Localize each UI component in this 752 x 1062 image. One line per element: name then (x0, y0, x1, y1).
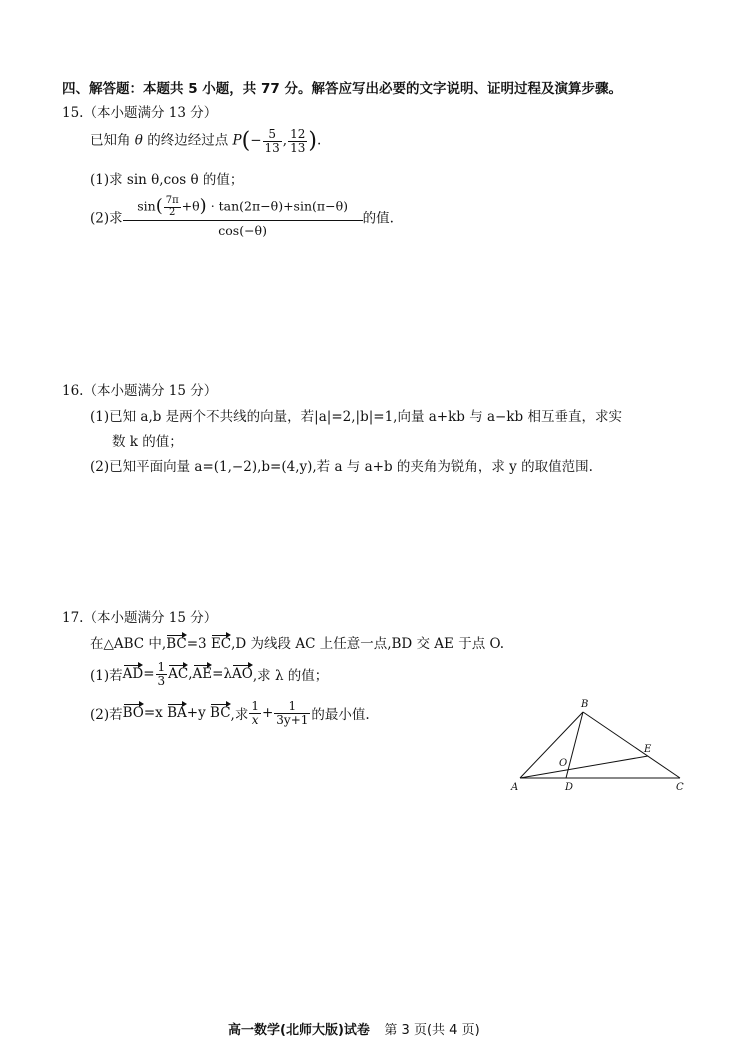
segment-bc (583, 712, 680, 778)
frac-one-third: $\frac{1}{3}$ (157, 660, 166, 688)
q15-point-y: $\frac{12}{13}$ (290, 127, 306, 155)
frac-one-over-x: $\frac{1}{x}$ (251, 699, 259, 727)
vec-ac: AC (168, 666, 189, 683)
label-d: D (565, 782, 574, 793)
vec-ao: AO (232, 666, 253, 683)
footer-page: 第 3 页(共 4 页) (384, 1023, 480, 1038)
vec-ba: BA (167, 705, 187, 722)
label-o: O (559, 758, 568, 769)
frac-one-over-3y1: $\frac{1}{3y+1}$ (276, 699, 309, 727)
q15-part2-suffix: 的值. (362, 210, 394, 227)
vec-bo: BO (122, 705, 144, 722)
q15-part2 (90, 196, 394, 237)
vec-ad: AD (122, 666, 144, 683)
vec-ae: AE (192, 666, 213, 683)
vec-bc: BC (166, 636, 187, 652)
q15-stem-prefix: 已知角 (90, 132, 131, 149)
vec-ec: EC (210, 636, 232, 652)
q15-stem-mid: 的终边经过点 (147, 132, 229, 149)
q15-point-x: $\frac{5}{13}$ (264, 127, 280, 155)
q16-part2: (2)已知平面向量 a=(1,−2),b=(4,y),若 a 与 a+b 的夹角为锐角，求 y 的取值范围. (90, 459, 593, 475)
section-heading: 四、解答题：本题共 5 小题，共 77 分。解答应写出必要的文字说明、证明过程及演算步骤。 (62, 81, 622, 97)
q16-header: 16.（本小题满分 15 分） (62, 383, 218, 399)
q15-stem: 已知角 θ 的终边经过点 P(− $\frac{5}{13}$ , $\frac{12}{13}$ ). (90, 127, 322, 155)
q17-part2: (2)若BO=x BA+y BC,求 $\frac{1}{x}$ + $\frac{1}{3y+1}$ 的最小值. (90, 699, 370, 727)
label-e: E (644, 744, 652, 755)
segment-ab (520, 712, 583, 778)
page-footer (228, 1019, 480, 1038)
q17-part1: (1)若AD= $\frac{1}{3}$ AC,AE=λAO,求 λ 的值； (90, 660, 329, 688)
q15-part2-fraction: sin( $\frac{7\pi}{2}$ +θ) · tan(2π−θ)+sin(π−θ) cos(−θ) (123, 196, 363, 237)
q17-header: 17.（本小题满分 15 分） (62, 610, 218, 626)
q15-header: 15.（本小题满分 13 分） (62, 105, 218, 121)
q16-part1-line2: 数 k 的值； (112, 434, 183, 450)
label-c: C (676, 782, 684, 793)
label-a: A (511, 782, 519, 793)
q15-part1: (1)求 sin θ,cos θ 的值； (90, 172, 244, 188)
label-b: B (581, 699, 589, 710)
q17-stem: 在△ABC 中,BC=3 EC,D 为线段 AC 上任意一点,BD 交 AE 于点 O. (90, 636, 505, 652)
q15-part2-prefix: (2)求 (90, 210, 123, 227)
triangle-figure (508, 690, 698, 800)
vec-bc-2: BC (210, 705, 231, 722)
footer-title: 高一数学(北师大版)试卷 (228, 1023, 370, 1038)
q16-part1-line1: (1)已知 a,b 是两个不共线的向量，若|a|=2,|b|=1,向量 a+kb 与 a−kb 相互垂直，求实 (90, 409, 622, 425)
segment-ae (520, 756, 648, 778)
